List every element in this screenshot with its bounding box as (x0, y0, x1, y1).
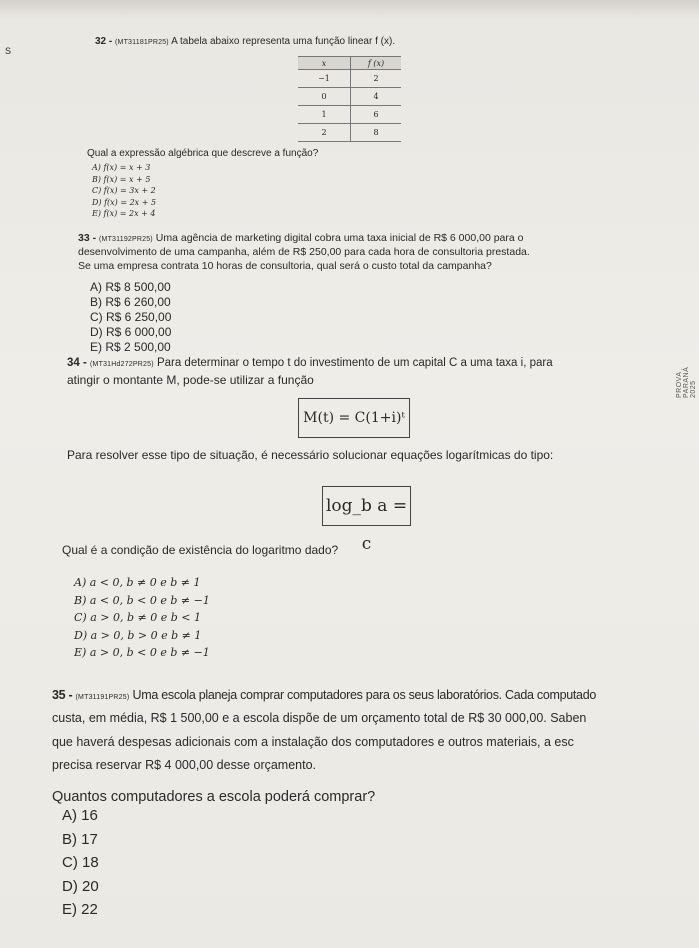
table-header-row (298, 57, 401, 70)
table-row (298, 70, 401, 88)
question-35-line2: custa, em média, R$ 1 500,00 e a escola dispõe de um orçamento total de R$ 30 000,00. Saben (52, 711, 587, 725)
question-33-line2: desenvolvimento de uma campanha, além de R$ 250,00 para cada hora de consultoria prestada. (78, 246, 530, 258)
option-a[interactable]: A) 16 (62, 807, 98, 824)
question-33-number: 33 - (78, 232, 97, 244)
question-34-number: 34 - (67, 357, 87, 369)
table-cell: 8 (351, 124, 402, 142)
option-c[interactable]: C) 18 (62, 854, 99, 871)
question-34-line2: atingir o montante M, pode-se utilizar a função (67, 373, 314, 387)
table-row (298, 124, 401, 142)
option-b[interactable]: B) R$ 6 260,00 (90, 295, 171, 309)
page-top-shadow (0, 0, 699, 20)
option-c[interactable]: C) R$ 6 250,00 (90, 310, 172, 324)
option-a[interactable]: A) R$ 8 500,00 (90, 280, 171, 294)
option-d[interactable]: D) f(x) = 2x + 5 (92, 197, 157, 207)
question-35-options (62, 804, 99, 922)
question-35-line3: que haverá despesas adicionais com a instalação dos computadores e outros materiais, a esc (52, 735, 574, 749)
logarithm-formula: log_b a = c (322, 486, 411, 526)
question-32-code: (MT31181PR25) (115, 39, 169, 46)
table-cell: 4 (351, 88, 402, 106)
question-35-text-1: Uma escola planeja comprar computadores para os seus laboratórios. Cada computado (132, 688, 597, 702)
table-cell: 2 (351, 70, 402, 88)
question-32-options (92, 162, 156, 220)
option-a[interactable]: A) a < 0, b ≠ 0 e b ≠ 1 (74, 576, 201, 589)
question-34-text-1: Para determinar o tempo t do investimento de um capital C a uma taxa i, para (156, 357, 553, 369)
question-32-prompt: Qual a expressão algébrica que descreve a função? (87, 148, 319, 159)
table-header-fx: f (x) (351, 57, 402, 70)
question-34-options (74, 574, 210, 662)
function-table (298, 56, 401, 142)
option-b[interactable]: B) a < 0, b < 0 e b ≠ −1 (74, 593, 210, 607)
question-32-number: 32 - (95, 36, 113, 47)
option-b[interactable]: B) f(x) = x + 5 (92, 174, 151, 184)
option-d[interactable]: D) R$ 6 000,00 (90, 325, 172, 339)
question-33-text-1: Uma agência de marketing digital cobra uma taxa inicial de R$ 6 000,00 para o (155, 232, 524, 244)
question-34-middle: Para resolver esse tipo de situação, é necessário solucionar equações logarítmicas do tipo: (67, 448, 554, 462)
table-cell: 2 (298, 124, 351, 142)
question-34-code: (MT31Hd272PR25) (90, 361, 154, 368)
compound-interest-formula: M(t) = C(1+i)ᵗ (298, 398, 410, 438)
option-c[interactable]: C) f(x) = 3x + 2 (92, 186, 156, 195)
table-cell: 1 (298, 106, 351, 124)
option-e[interactable]: E) a > 0, b < 0 e b ≠ −1 (74, 646, 210, 659)
question-35-number: 35 - (52, 688, 73, 702)
question-34-line1 (67, 357, 553, 369)
table-cell: 6 (351, 106, 402, 124)
question-35-prompt: Quantos computadores a escola poderá comprar? (52, 789, 376, 805)
question-35-code: (MT31191PR25) (75, 694, 130, 701)
option-c[interactable]: C) a > 0, b ≠ 0 e b < 1 (74, 611, 201, 624)
margin-letter: S (5, 46, 12, 56)
question-34-prompt: Qual é a condição de existência do logaritmo dado? (62, 543, 339, 557)
question-32-intro: A tabela abaixo representa uma função linear f (x). (171, 36, 396, 47)
option-d[interactable]: D) 20 (62, 877, 99, 895)
question-33-code: (MT31192PR25) (99, 236, 153, 243)
table-row (298, 106, 401, 124)
question-33-line3: Se uma empresa contrata 10 horas de consultoria, qual será o custo total da campanha? (78, 260, 492, 272)
question-33-options (90, 280, 171, 355)
side-stamp: PROVA PARANÁ 2025 (676, 366, 697, 398)
table-cell: 0 (298, 88, 351, 106)
table-header-x: x (298, 57, 351, 70)
option-e[interactable]: E) R$ 2 500,00 (90, 340, 171, 354)
option-e[interactable]: E) f(x) = 2x + 4 (92, 209, 156, 218)
option-b[interactable]: B) 17 (62, 830, 98, 848)
option-e[interactable]: E) 22 (62, 901, 98, 918)
question-32-header (95, 36, 395, 47)
question-35-line1 (52, 688, 596, 702)
option-a[interactable]: A) f(x) = x + 3 (92, 163, 151, 172)
option-d[interactable]: D) a > 0, b > 0 e b ≠ 1 (74, 628, 202, 642)
question-35-line4: precisa reservar R$ 4 000,00 desse orçamento. (52, 758, 317, 772)
question-33-line1 (78, 232, 523, 244)
table-row (298, 88, 401, 106)
table-cell: −1 (298, 70, 351, 88)
